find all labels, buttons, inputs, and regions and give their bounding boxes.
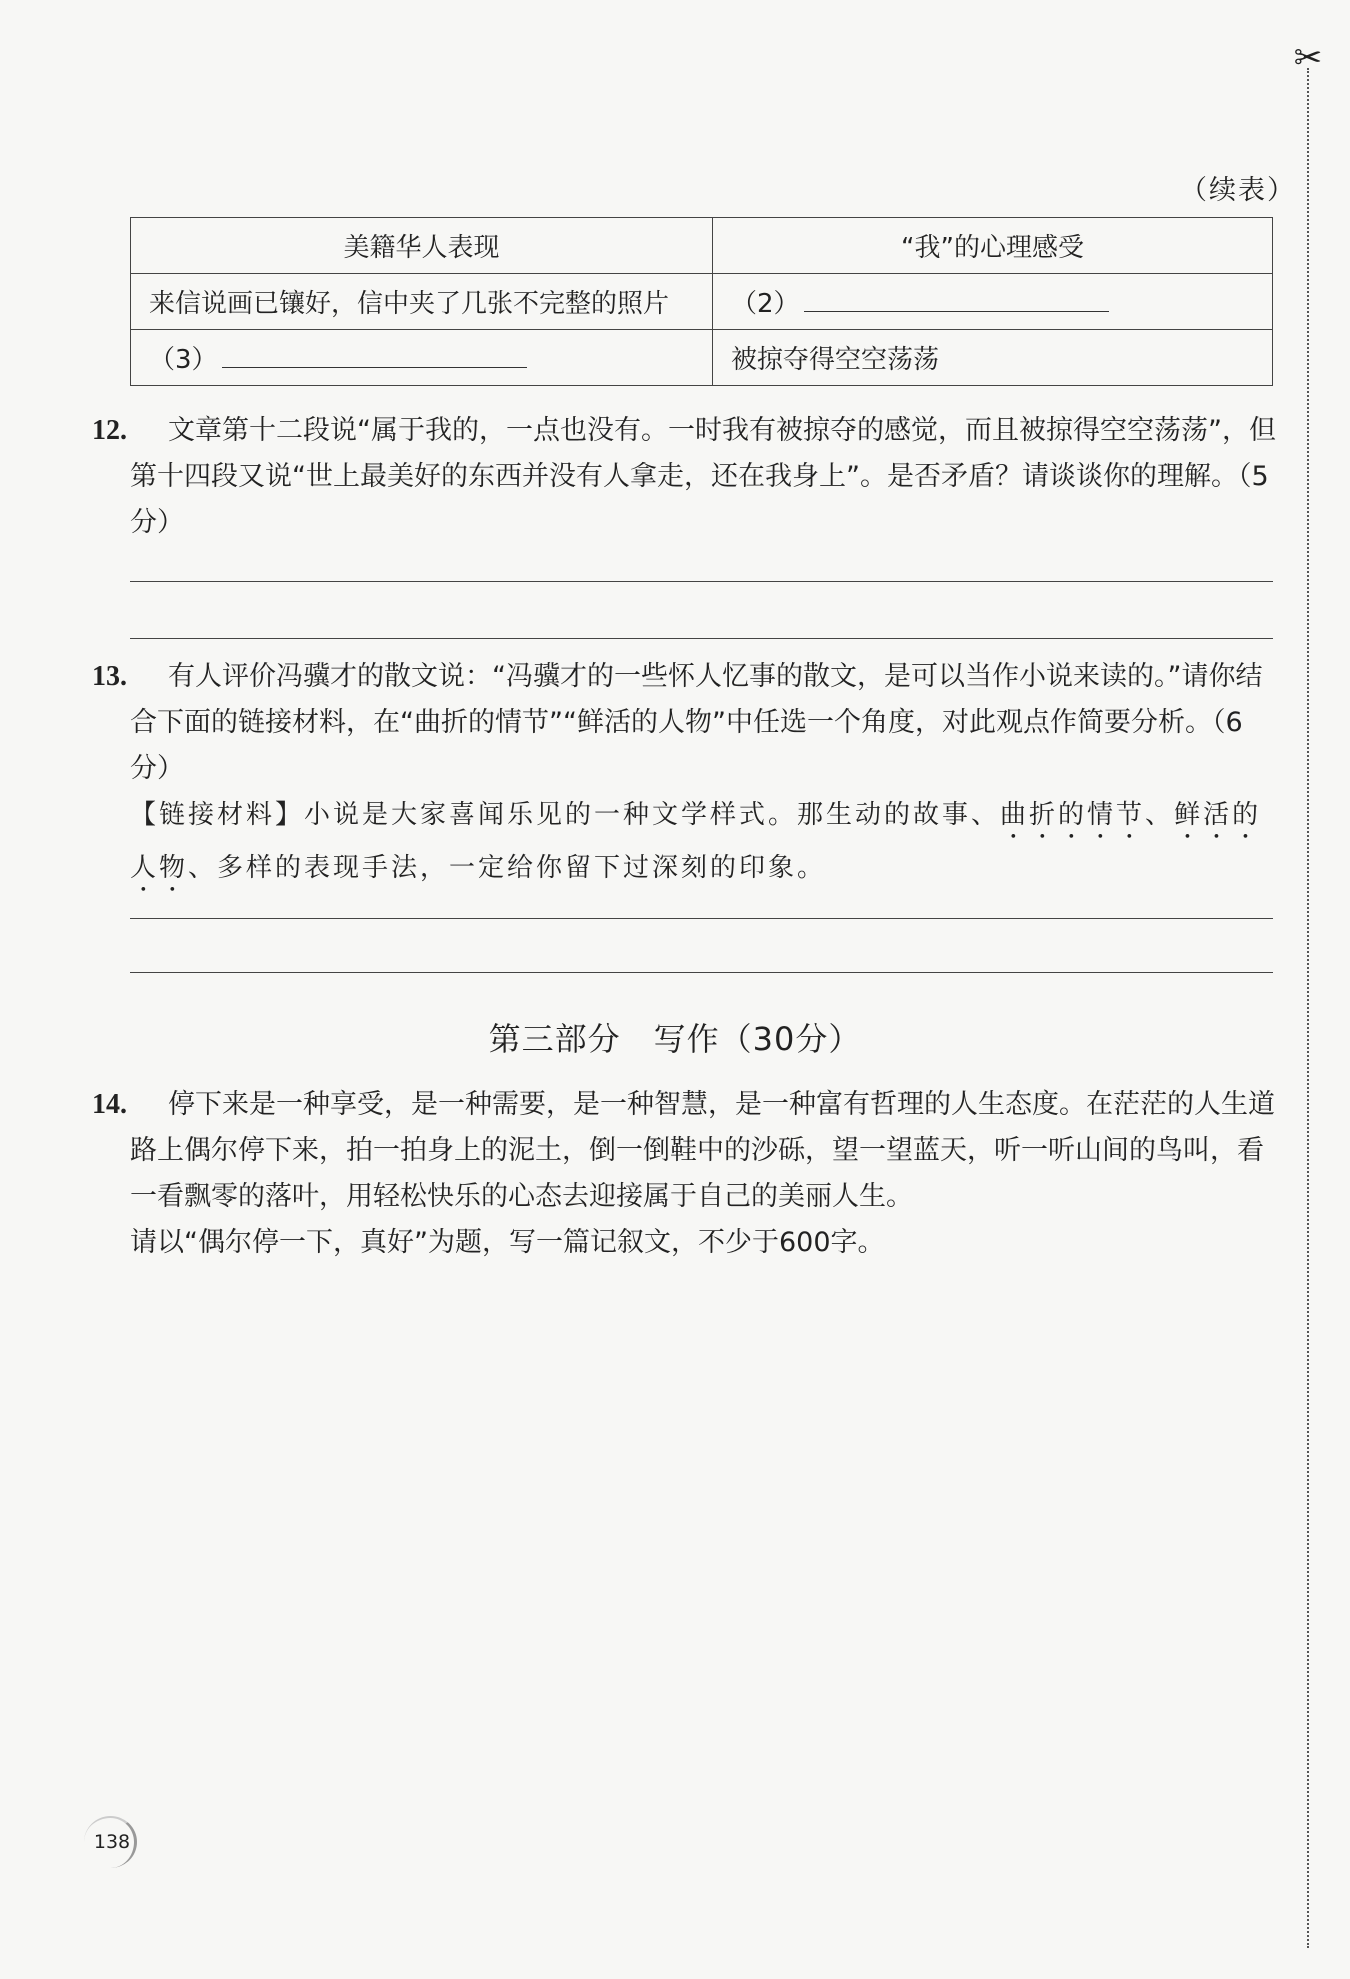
question-text: 有人评价冯骥才的散文说：“冯骥才的一些怀人忆事的散文，是可以当作小说来读的。”请你结合下面的链接材料，在“曲折的情节”“鲜活的人物”中任选一个角度，对此观点作简要分析。（6分） xyxy=(130,661,1263,784)
writing-prompt: 请以“偶尔停一下，真好”为题，写一篇记叙文，不少于600字。 xyxy=(130,1227,885,1258)
answer-blank[interactable] xyxy=(804,287,1109,312)
cell-text: （2） xyxy=(731,289,800,319)
question-number: 14. xyxy=(92,1089,127,1120)
cut-line xyxy=(1307,68,1309,1948)
link-text: 、多样的表现手法，一定给你留下过深刻的印象。 xyxy=(188,853,827,883)
question-number: 12. xyxy=(92,415,127,446)
page-number: 138 xyxy=(93,1831,131,1853)
answer-line[interactable] xyxy=(130,581,1273,582)
answer-line[interactable] xyxy=(130,972,1273,973)
table-row xyxy=(131,330,1273,386)
answer-line[interactable] xyxy=(130,638,1273,639)
question-text: 停下来是一种享受，是一种需要，是一种智慧，是一种富有哲理的人生态度。在茫茫的人生道路上偶尔停下来，拍一拍身上的泥土，倒一倒鞋中的沙砾，望一望蓝天，听一听山间的鸟叫，看一看飘零的落叶，用轻松快乐的心态去迎接属于自己的美丽人生。 xyxy=(130,1089,1275,1212)
link-text: 、 xyxy=(1145,800,1175,830)
table-cell xyxy=(713,330,1273,386)
question-13 xyxy=(92,654,1277,792)
answer-line[interactable] xyxy=(130,918,1273,919)
table-row xyxy=(131,274,1273,330)
table-cell[interactable] xyxy=(713,274,1273,330)
cell-text: 来信说画已镶好，信中夹了几张不完整的照片 xyxy=(149,289,670,319)
answer-table xyxy=(130,217,1273,386)
table-cell[interactable] xyxy=(131,330,713,386)
continued-label: （续表） xyxy=(1180,175,1296,206)
question-number: 13. xyxy=(92,661,127,692)
question-12 xyxy=(92,408,1277,546)
cell-text: （3） xyxy=(149,345,218,375)
table-header: 美籍华人表现 xyxy=(131,218,713,274)
answer-blank[interactable] xyxy=(222,343,527,368)
link-label: 【链接材料】 xyxy=(130,800,305,830)
scissors-icon: ✂ xyxy=(1293,38,1323,78)
link-material xyxy=(130,792,1275,898)
emphasis-text: 鲜活的人物 xyxy=(130,800,1262,883)
cell-text: 被掠夺得空空荡荡 xyxy=(731,345,940,375)
section-title: 第三部分 写作（30分） xyxy=(488,1020,862,1058)
table-cell xyxy=(131,274,713,330)
question-text: 文章第十二段说“属于我的，一点也没有。一时我有被掠夺的感觉，而且被掠得空空荡荡”，但第十四段又说“世上最美好的东西并没有人拿走，还在我身上”。是否矛盾？请谈谈你的理解。（5分） xyxy=(130,415,1276,538)
emphasis-text: 曲折的情节 xyxy=(1000,800,1146,830)
question-14 xyxy=(92,1082,1277,1266)
table-header-row xyxy=(131,218,1273,274)
table-header: “我”的心理感受 xyxy=(713,218,1273,274)
link-text: 小说是大家喜闻乐见的一种文学样式。那生动的故事、 xyxy=(304,800,1001,830)
